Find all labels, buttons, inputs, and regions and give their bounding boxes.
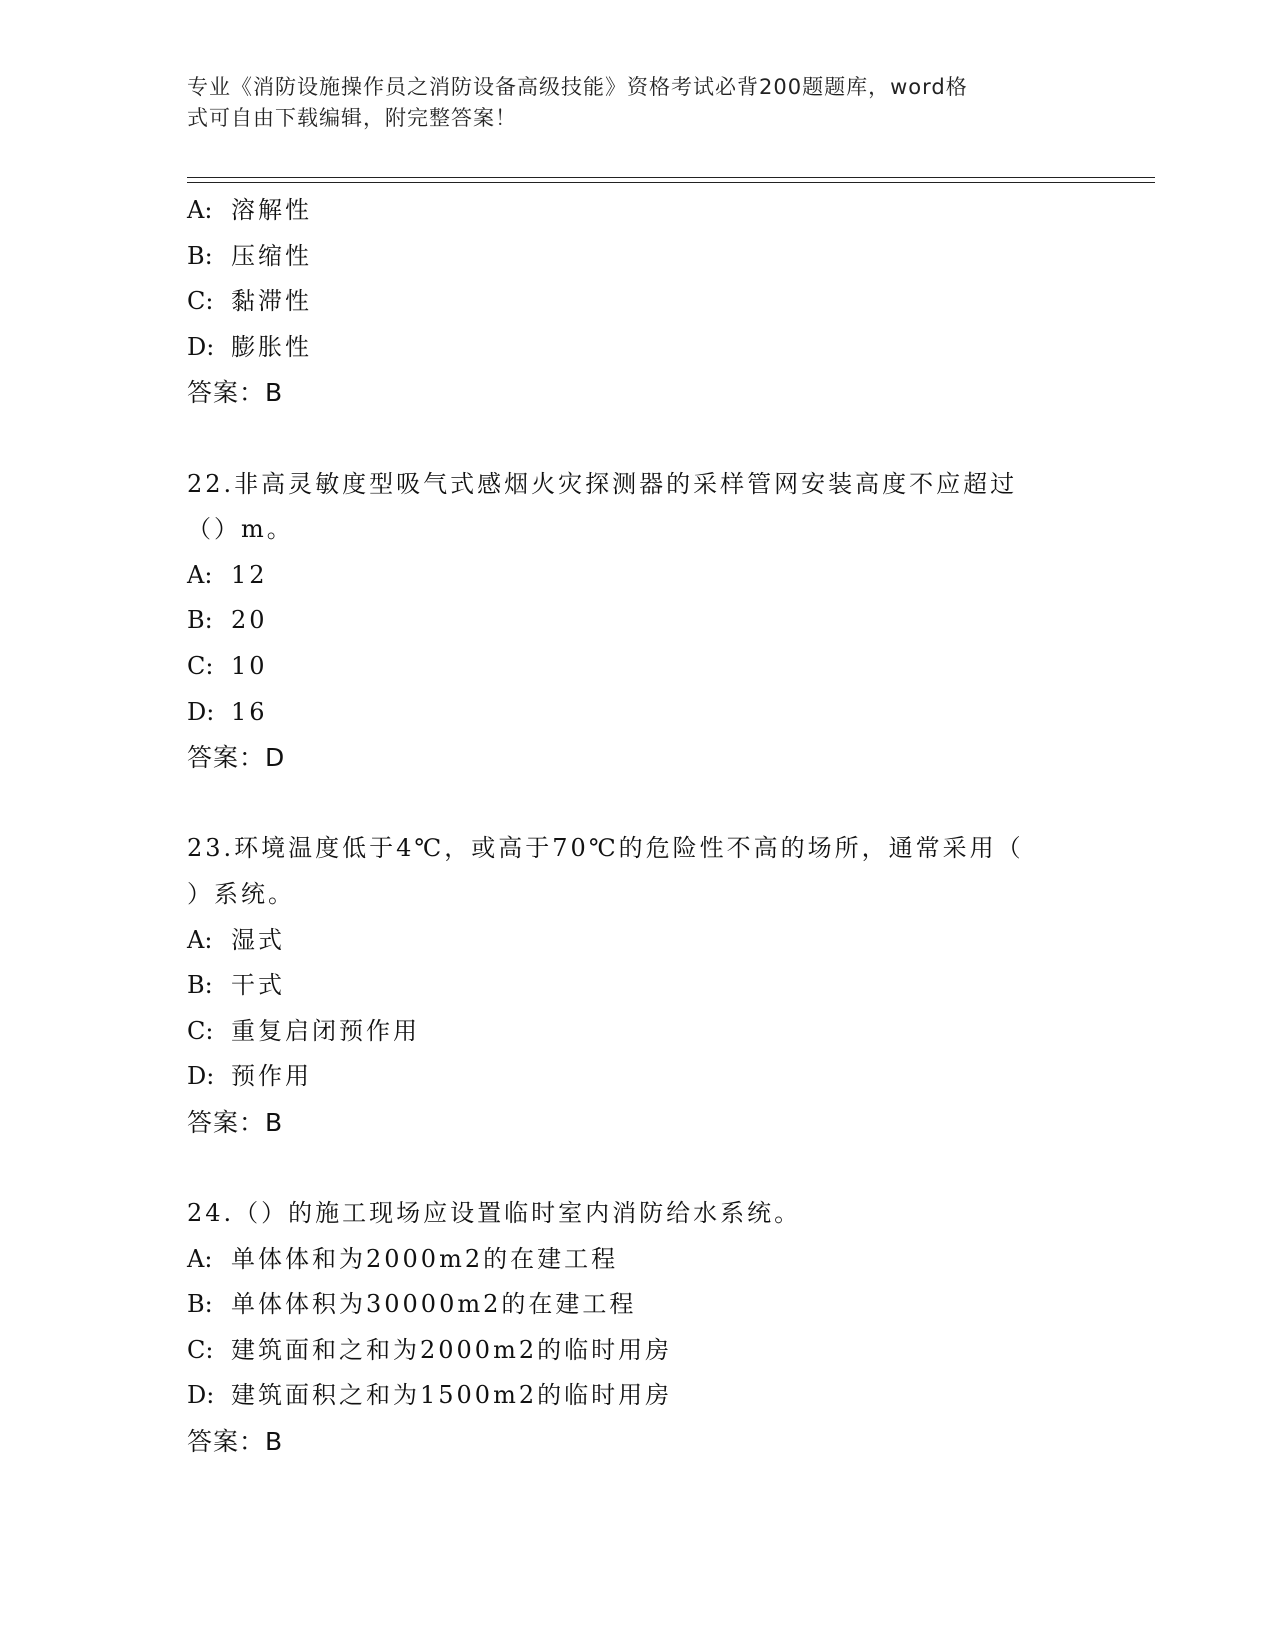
option-letter: C: bbox=[187, 287, 214, 316]
option-text: 10 bbox=[231, 651, 268, 680]
spacer bbox=[187, 781, 1087, 827]
option-a bbox=[187, 1237, 1087, 1283]
option-text: 单体体和为2000m2的在建工程 bbox=[231, 1244, 619, 1273]
spacer bbox=[187, 1145, 1087, 1191]
question-text-line-1: 24.（）的施工现场应设置临时室内消防给水系统。 bbox=[187, 1199, 802, 1228]
option-letter: B: bbox=[187, 241, 213, 270]
question-22 bbox=[187, 462, 1087, 781]
option-text: 单体体积为30000m2的在建工程 bbox=[231, 1290, 637, 1319]
option-letter: A: bbox=[187, 1244, 213, 1273]
option-b bbox=[187, 598, 1087, 644]
answer-line: 答案：B bbox=[187, 1107, 284, 1137]
option-letter: D: bbox=[187, 697, 215, 726]
option-a bbox=[187, 188, 1087, 234]
option-letter: B: bbox=[187, 606, 213, 635]
option-text: 压缩性 bbox=[231, 241, 312, 270]
option-d bbox=[187, 690, 1087, 736]
option-text: 溶解性 bbox=[231, 196, 312, 224]
option-b bbox=[187, 234, 1087, 280]
option-text: 建筑面和之和为2000m2的临时用房 bbox=[231, 1335, 673, 1364]
option-a bbox=[187, 553, 1087, 599]
question-text-line-2: （）m。 bbox=[187, 515, 294, 544]
option-text: 16 bbox=[231, 697, 268, 726]
answer-line: 答案：B bbox=[187, 1427, 284, 1457]
option-text: 湿式 bbox=[231, 925, 285, 954]
question-text-line-1: 23.环境温度低于4℃，或高于70℃的危险性不高的场所，通常采用（ bbox=[187, 834, 1024, 863]
header-line-1: 专业《消防设施操作员之消防设备高级技能》资格考试必背200题题库，word格 bbox=[187, 75, 968, 99]
question-21 bbox=[187, 188, 1087, 416]
option-d bbox=[187, 1054, 1087, 1100]
document-header bbox=[187, 72, 1067, 134]
option-a bbox=[187, 918, 1087, 964]
header-rule-top bbox=[187, 177, 1155, 178]
spacer bbox=[187, 416, 1087, 462]
question-text-line-2: ）系统。 bbox=[187, 879, 295, 908]
header-line-2: 式可自由下载编辑，附完整答案！ bbox=[187, 106, 517, 130]
option-letter: A: bbox=[187, 925, 213, 954]
option-text: 黏滞性 bbox=[231, 287, 312, 316]
option-d bbox=[187, 325, 1087, 371]
option-text: 重复启闭预作用 bbox=[231, 1016, 420, 1045]
question-24 bbox=[187, 1191, 1087, 1465]
answer-line: 答案：B bbox=[187, 378, 284, 408]
option-letter: A: bbox=[187, 560, 213, 589]
option-c bbox=[187, 1009, 1087, 1055]
question-23 bbox=[187, 826, 1087, 1145]
option-letter: C: bbox=[187, 651, 214, 680]
header-rule-bottom bbox=[187, 182, 1155, 183]
option-c bbox=[187, 1328, 1087, 1374]
option-letter: C: bbox=[187, 1016, 214, 1045]
option-text: 12 bbox=[231, 560, 268, 589]
option-text: 20 bbox=[231, 606, 268, 635]
option-b bbox=[187, 963, 1087, 1009]
option-text: 建筑面积之和为1500m2的临时用房 bbox=[231, 1381, 673, 1410]
option-text: 膨胀性 bbox=[231, 332, 312, 361]
option-letter: D: bbox=[187, 1062, 215, 1091]
option-letter: B: bbox=[187, 971, 213, 1000]
option-letter: D: bbox=[187, 332, 215, 361]
option-text: 预作用 bbox=[231, 1062, 312, 1091]
option-text: 干式 bbox=[231, 971, 285, 1000]
option-letter: D: bbox=[187, 1381, 215, 1410]
option-c bbox=[187, 279, 1087, 325]
option-letter: A: bbox=[187, 196, 213, 224]
option-letter: B: bbox=[187, 1290, 213, 1319]
question-text-line-1: 22.非高灵敏度型吸气式感烟火灾探测器的采样管网安装高度不应超过 bbox=[187, 469, 1018, 498]
question-list bbox=[187, 188, 1087, 1465]
answer-line: 答案：D bbox=[187, 743, 286, 773]
option-letter: C: bbox=[187, 1335, 214, 1364]
option-c bbox=[187, 644, 1087, 690]
option-d bbox=[187, 1373, 1087, 1419]
option-b bbox=[187, 1282, 1087, 1328]
